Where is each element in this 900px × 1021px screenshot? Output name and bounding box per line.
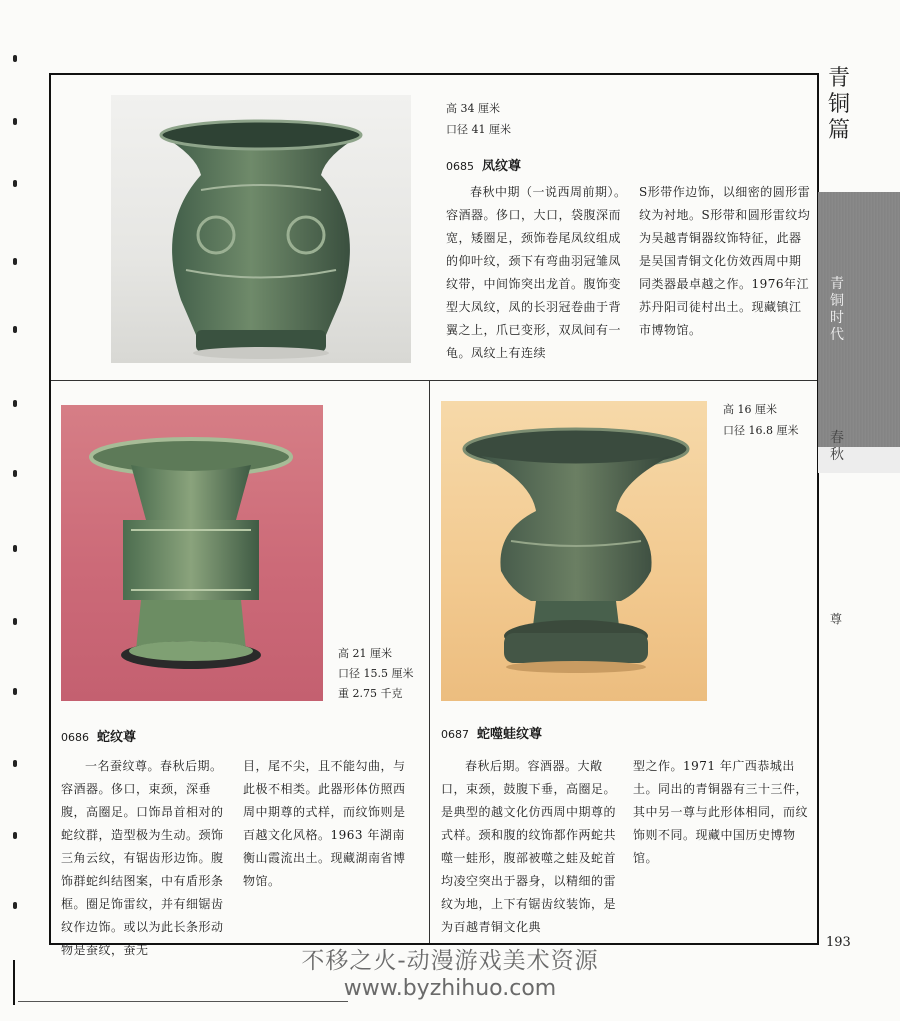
dimensions-0687 [723, 401, 799, 440]
entry-name: 凤纹尊 [482, 159, 522, 174]
entry-name: 蛇纹尊 [97, 730, 137, 745]
dimension-line: 高 34 厘米 [446, 102, 500, 115]
scan-mark [13, 258, 17, 265]
snake-zun-vessel-image [61, 405, 323, 701]
scan-mark [13, 326, 17, 333]
horizontal-divider [51, 380, 817, 381]
dimension-line: 重 2.75 千克 [338, 687, 403, 700]
page-number: 193 [826, 935, 851, 950]
dimension-line: 高 21 厘米 [338, 647, 392, 660]
scan-mark [13, 832, 17, 839]
entry-name: 蛇噬蛙纹尊 [477, 727, 543, 742]
dimensions-0686 [338, 645, 414, 703]
category-label: 尊 [830, 612, 843, 626]
entry-number: 0686 [61, 731, 89, 744]
scan-mark [13, 180, 17, 187]
scan-mark [13, 470, 17, 477]
sub-era-label: 春秋 [830, 430, 844, 463]
photo-snake-frog-zun [441, 401, 707, 701]
watermark-url: www.byzhihuo.com [343, 976, 557, 1001]
scan-mark [13, 400, 17, 407]
watermark-title: 不移之火-动漫游戏美术资源 [301, 948, 599, 974]
dimensions-0685 [446, 100, 511, 139]
entry-text-0685-left: 春秋中期（一说西周前期）。容酒器。侈口，大口，袋腹深而宽，矮圈足，颈饰卷尾凤纹组成的仰叶纹，颈下有弯曲羽冠雏凤纹带，中间饰突出龙首。腹饰变型大凤纹，凤的长羽冠卷曲于背翼之上，爪已变形，双凤间有一龟。凤纹上有连续 [446, 185, 627, 360]
page-bottom-rule [18, 1001, 348, 1002]
entry-text-0687-right: 型之作。1971 年广西恭城出土。同出的青铜器有三十三件，其中另一尊与此形体相同，而纹饰则不同。现藏中国历史博物馆。 [633, 759, 809, 865]
entry-text-0687-left: 春秋后期。容酒器。大敞口，束颈，鼓腹下垂，高圈足。是典型的越文化仿西周中期尊的式样。颈和腹的纹饰都作两蛇共噬一蛙形，腹部被噬之蛙及蛇首均凌空突出于器身，以精细的雷纹为地，上下有锯齿纹装饰，是为百越青铜文化典 [441, 759, 617, 934]
era-label: 青铜时代 [830, 276, 844, 343]
dimension-line: 口径 41 厘米 [446, 123, 511, 136]
entry-text-0685-right: S形带作边饰，以细密的圆形雷纹为衬地。S形带和圆形雷纹均为吴越青铜器纹饰特征，此器是吴国青铜文化仿效西周中期同类器最卓越之作。1976年江苏丹阳司徒村出土。现藏镇江市博物馆。 [639, 185, 811, 337]
photo-phoenix-zun [111, 95, 411, 363]
scan-mark [13, 688, 17, 695]
catalog-frame [49, 73, 819, 957]
vertical-divider [429, 380, 430, 943]
scan-mark [13, 55, 17, 62]
entry-heading-0686 [61, 726, 136, 745]
scan-mark [13, 545, 17, 552]
dimension-line: 口径 15.5 厘米 [338, 667, 414, 680]
scan-mark [13, 902, 17, 909]
photo-snake-zun [61, 405, 323, 701]
dimension-line: 高 16 厘米 [723, 403, 777, 416]
entry-number: 0685 [446, 160, 474, 173]
scan-mark [13, 618, 17, 625]
entry-text-0686-right: 目，尾不尖，且不能勾曲，与此极不相类。此器形体仿照西周中期尊的式样，而纹饰则是百越文化风格。1963 年湖南衡山霞流出土。现藏湖南省博物馆。 [243, 759, 406, 888]
scan-mark [13, 760, 17, 767]
scan-mark [13, 118, 17, 125]
section-title: 青铜篇 [828, 66, 851, 143]
entry-number: 0687 [441, 728, 469, 741]
entry-text-0686-left: 一名蚕纹尊。春秋后期。容酒器。侈口，束颈，深垂腹，高圈足。口饰昂首相对的蛇纹群，造型极为生动。颈饰三角云纹，有锯齿形边饰。腹饰群蛇纠结图案，中有盾形条框。圈足饰雷纹，并有细锯齿纹作边饰。或以为此长条形动物是蚕纹，蚕无 [61, 759, 224, 957]
snake-frog-zun-vessel-image [441, 401, 707, 701]
phoenix-zun-vessel-image [111, 95, 411, 363]
entry-heading-0687 [441, 723, 542, 742]
side-index [818, 66, 900, 946]
entry-heading-0685 [446, 155, 521, 174]
dimension-line: 口径 16.8 厘米 [723, 424, 799, 437]
